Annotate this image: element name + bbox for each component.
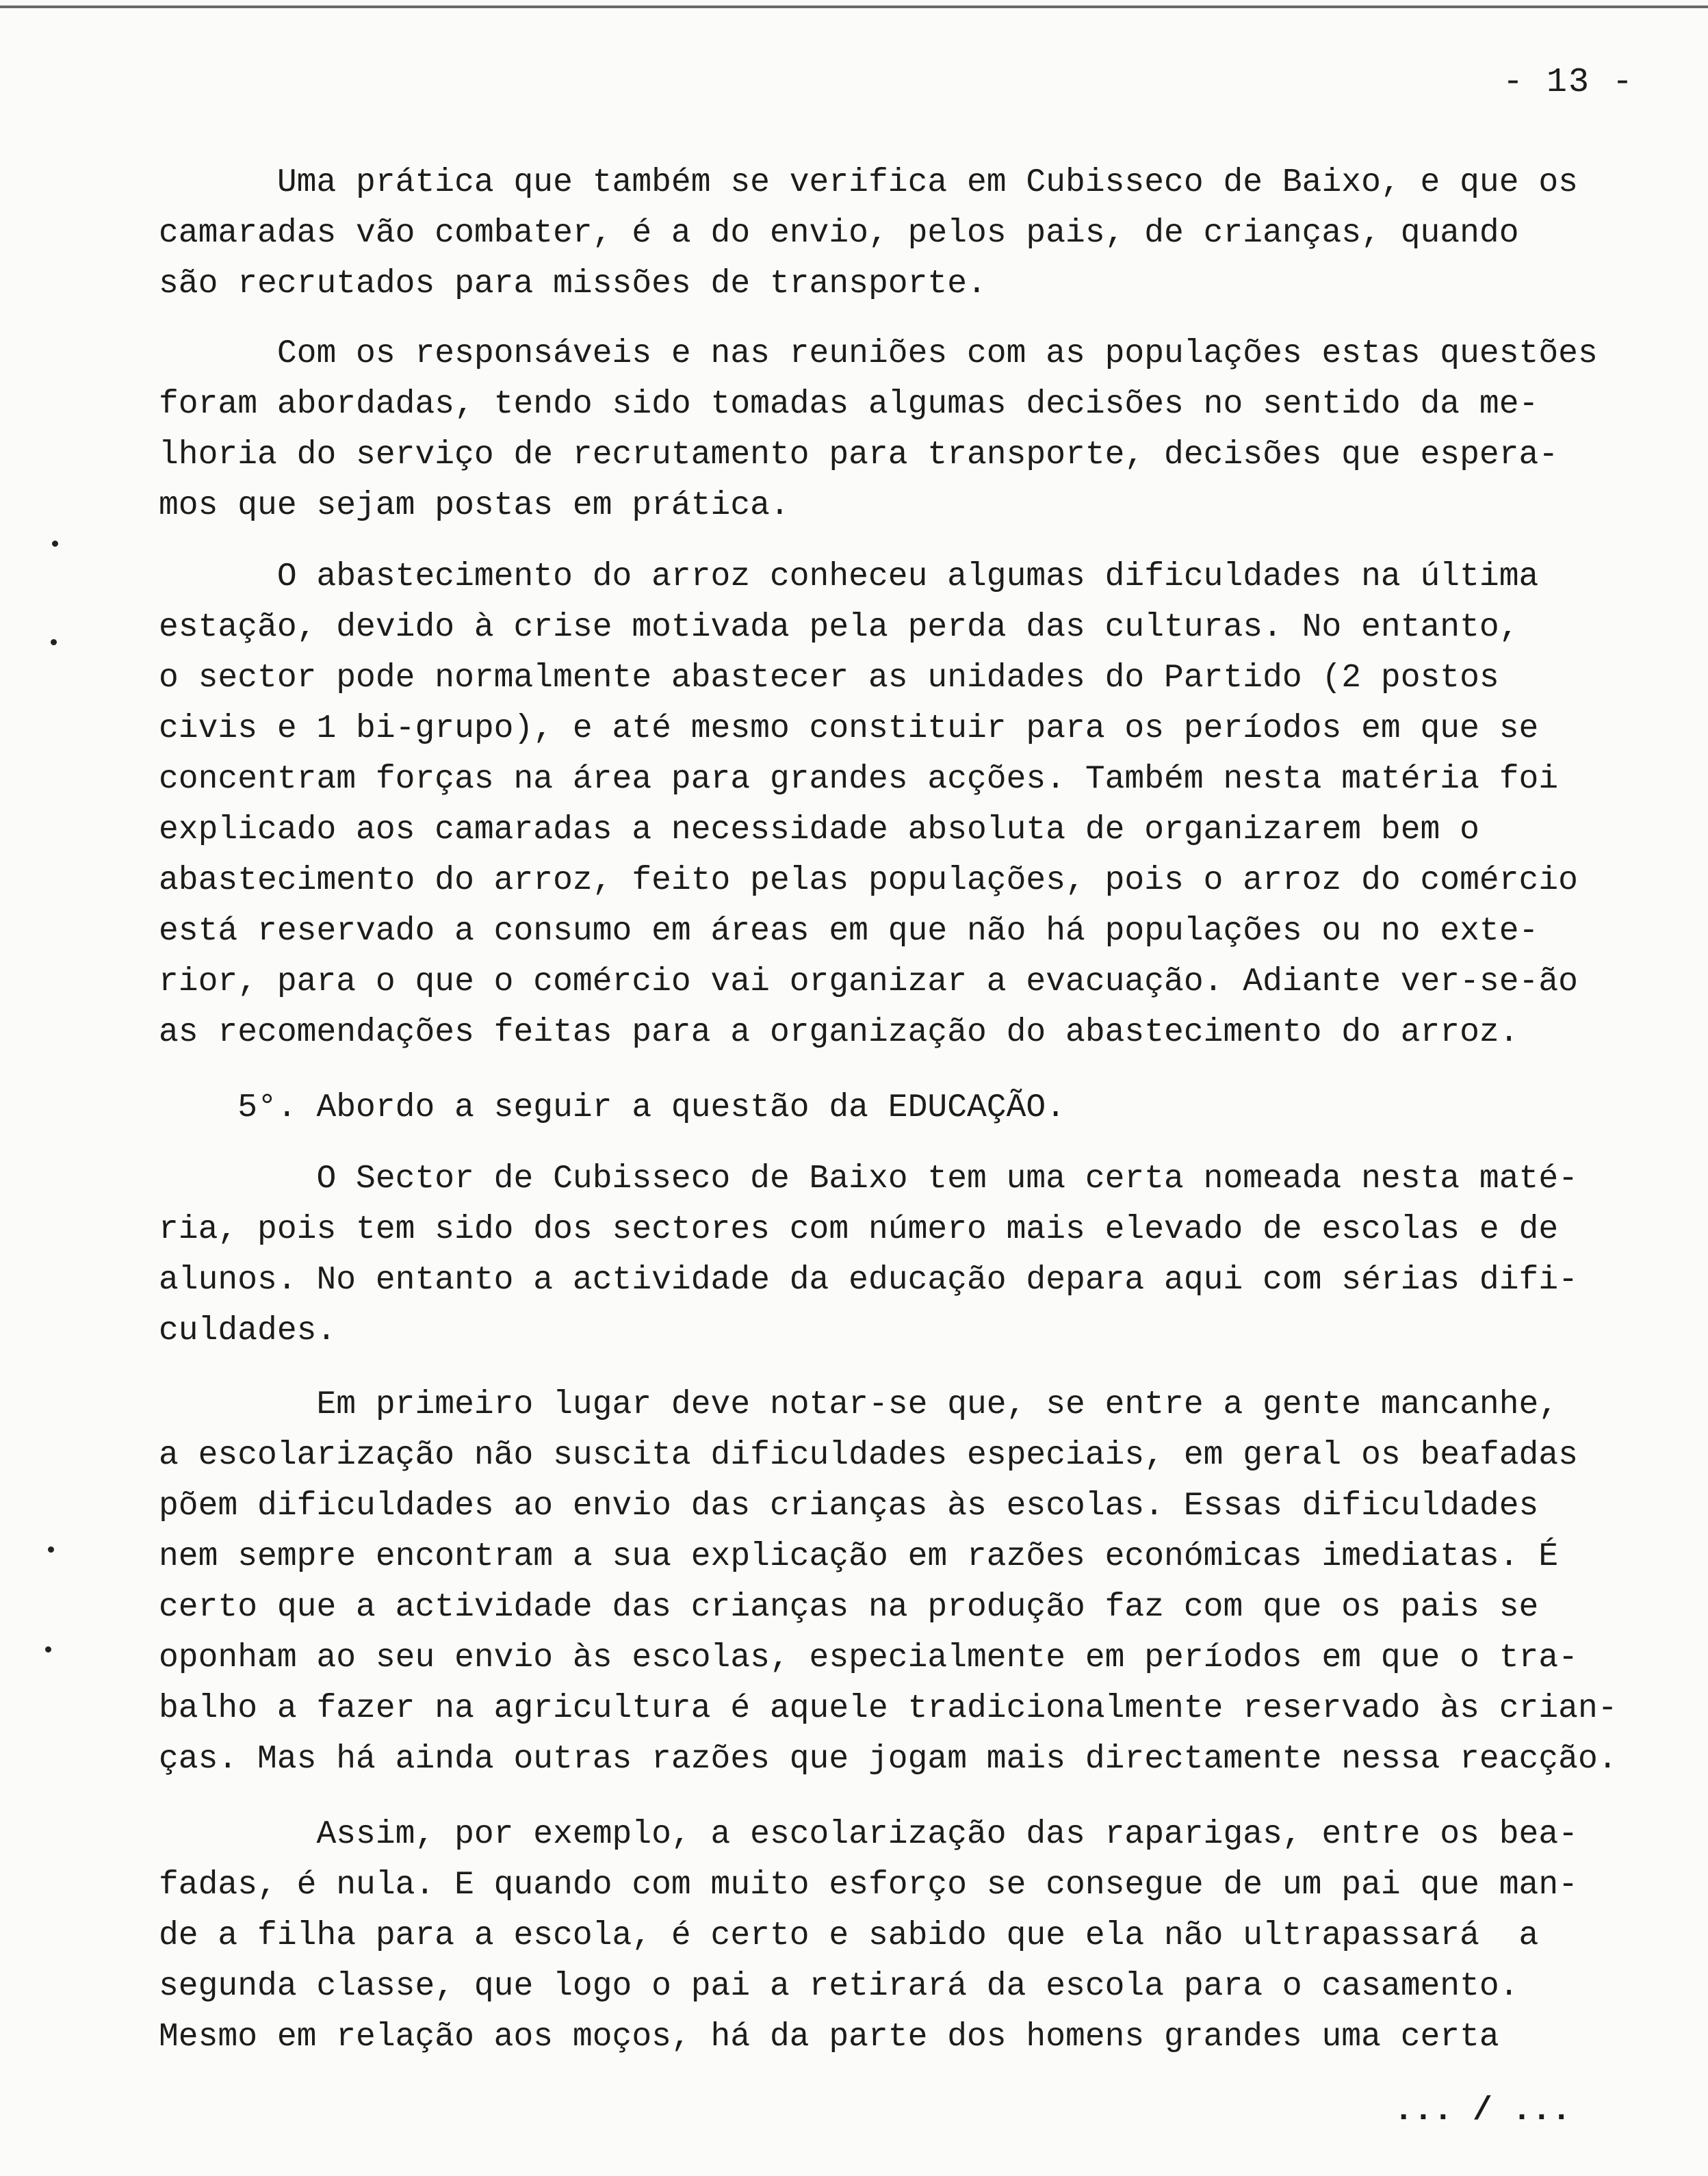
margin-punch-dot <box>52 541 58 547</box>
continuation-mark: ... / ... <box>1393 2093 1571 2129</box>
section-heading-education: 5°. Abordo a seguir a questão da EDUCAÇÃO. <box>159 1089 1066 1126</box>
paragraph-rice-supply: O abastecimento do arroz conheceu algumas dificuldades na última estação, devido à crise motivada pela perda das culturas. No entanto, o sector pode normalmente abastecer as unidades do Partido (2 postos civis e 1 bi-grupo), e até mesmo constituir para os períodos em que se concentram forças na área para grandes acções. Também nesta matéria foi explicado aos camaradas a necessidade absoluta de organizarem bem o abastecimento do arroz, feito pelas populações, pois o arroz do comércio está reservado a consumo em áreas em que não há populações ou no exte- rior, para o que o comércio vai organizar a evacuação. Adiante ver-se-ão as recomendações feitas para a organização do abastecimento do arroz. <box>159 558 1578 1051</box>
paragraph-recruitment-decisions: Com os responsáveis e nas reuniões com as populações estas questões foram abordadas, tendo sido tomadas algumas decisões no sentido da me- lhoria do serviço de recrutamento para transporte, decisões que espera- mos que sejam postas em prática. <box>159 335 1598 524</box>
paragraph-girls-schooling: Assim, por exemplo, a escolarização das raparigas, entre os bea- fadas, é nula. E quando com muito esforço se consegue de um pai que man- de a filha para a escola, é certo e sabido que ela não ultrapassará a segunda classe, que logo o pai a retirará da escola para o casamento. Mesmo em relação aos moços, há da parte dos homens grandes uma certa <box>159 1816 1578 2056</box>
margin-punch-dot <box>48 1546 54 1553</box>
margin-punch-dot <box>51 639 57 645</box>
margin-punch-dot <box>45 1646 51 1653</box>
top-border-line <box>0 5 1708 8</box>
paragraph-education-sector: O Sector de Cubisseco de Baixo tem uma certa nomeada nesta maté- ria, pois tem sido dos sectores com número mais elevado de escolas e de alunos. No entanto a actividade da educação depara aqui com sérias difi- culdades. <box>159 1161 1578 1349</box>
paragraph-carrier-children: Uma prática que também se verifica em Cubisseco de Baixo, e que os camaradas vão combater, é a do envio, pelos pais, de crianças, quando são recrutados para missões de transporte. <box>159 164 1578 302</box>
page-number: - 13 - <box>1502 63 1634 102</box>
paragraph-schooling-difficulties: Em primeiro lugar deve notar-se que, se entre a gente mancanhe, a escolarização não suscita dificuldades especiais, em geral os beafadas põem dificuldades ao envio das crianças às escolas. Essas dificuldades nem sempre encontram a sua explicação em razões económicas imediatas. É certo que a actividade das crianças na produção faz com que os pais se oponham ao seu envio às escolas, especialmente em períodos em que o tra- balho a fazer na agricultura é aquele tradicionalmente reservado às crian- ças. Mas há ainda outras razões que jogam mais directamente nessa reacção. <box>159 1386 1618 1778</box>
